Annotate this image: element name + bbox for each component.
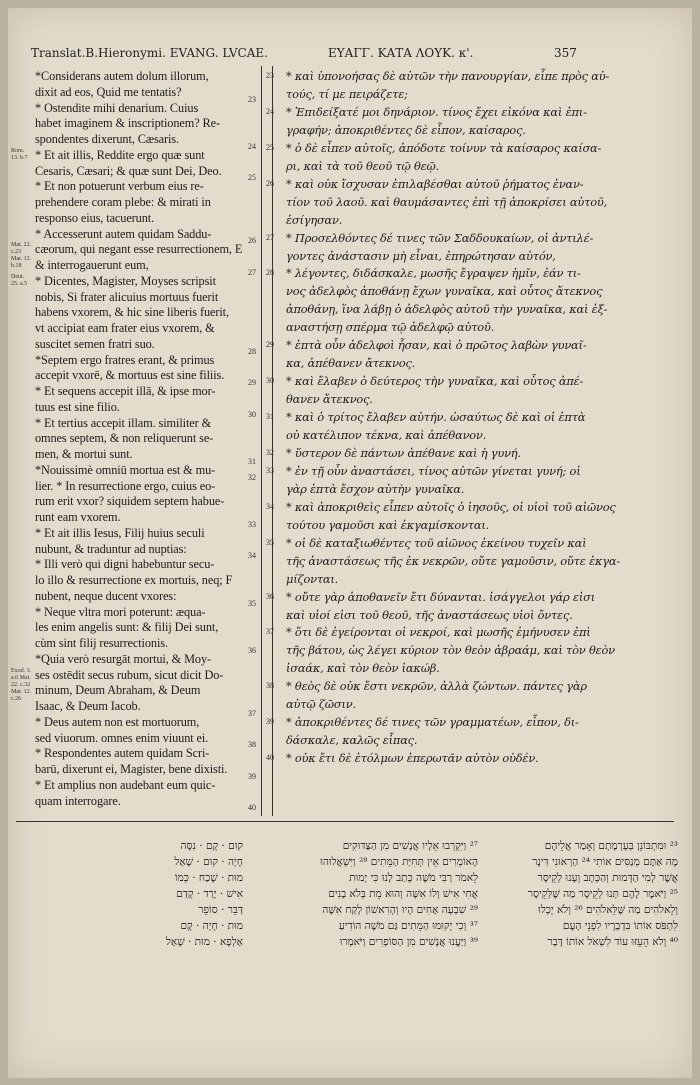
greek-verse-number: 30 bbox=[266, 376, 274, 386]
latin-line: lier. * In resurrectione ergo, cuius eo- bbox=[35, 478, 216, 493]
greek-line: θανεν ἄτεκνος. bbox=[286, 392, 373, 407]
latin-verse-number: 38 bbox=[248, 740, 256, 750]
latin-line: les enim angelis sunt: & filij Dei sunt, bbox=[35, 620, 219, 635]
hebrew-line: ³⁷ וְכִי יָקוּמוּ הַמֵּתִים גַּם מֹשֶׁה הוֹדִיעַ bbox=[338, 920, 478, 932]
hebrew-line: דַּבֵּר · סוֹפֵר bbox=[198, 904, 243, 916]
greek-line: * Ἐπιδείξατέ μοι δηνάριον. τίνος ἔχει εἰκόνα καὶ ἐπι- bbox=[286, 104, 587, 119]
greek-line: * οὐκ ἔτι δὲ ἐτόλμων ἐπερωτᾶν αὐτὸν οὐδέν. bbox=[286, 751, 539, 766]
greek-verse-number: 28 bbox=[266, 268, 274, 278]
greek-verse-number: 37 bbox=[266, 627, 274, 637]
latin-line: * Et amplius non audebant eum quic- bbox=[35, 777, 216, 792]
latin-line: vt accipiat eam frater eius vxorem, & bbox=[35, 321, 215, 335]
greek-line: * λέγοντες, διδάσκαλε, μωσῆς ἔγραψεν ἡμῖν, ἐάν τι- bbox=[286, 266, 581, 281]
hebrew-line: מוּת · שָׁכַח · כְּמוֹ bbox=[174, 872, 243, 884]
latin-verse-number: 31 bbox=[248, 456, 256, 466]
latin-line: sed viuorum. omnes enim viuunt ei. bbox=[35, 730, 209, 745]
latin-line: *Quia verò resurgāt mortui, & Moy- bbox=[35, 651, 212, 666]
greek-line: ἐσίγησαν. bbox=[286, 212, 343, 227]
greek-line: τούς, τί με πειράζετε; bbox=[286, 86, 408, 101]
greek-verse-number: 40 bbox=[266, 753, 274, 763]
latin-line: omnes septem, & non reliquerunt se- bbox=[35, 431, 214, 446]
greek-line: δάσκαλε, καλῶς εἶπας. bbox=[286, 733, 418, 748]
header-greek-title: ΕΥΑΓΓ. ΚΑΤΑ ΛΟΥΚ. κ'. bbox=[328, 46, 474, 60]
latin-line: * Et ait illis Iesus, Filij huius seculi bbox=[35, 525, 205, 540]
greek-verse-number: 38 bbox=[266, 681, 274, 691]
latin-line: *Septem ergo fratres erant, & primus bbox=[35, 352, 215, 367]
latin-line: habet imaginem & inscriptionem? Re- bbox=[35, 116, 221, 131]
greek-verse-number: 33 bbox=[266, 465, 274, 475]
latin-line: habens vxorem, & hic sine liberis fuerit, bbox=[35, 305, 229, 320]
latin-verse-number: 36 bbox=[248, 645, 256, 655]
latin-line: * Ostendite mihi denarium. Cuius bbox=[35, 100, 199, 115]
greek-line: γοντες ἀνάστασιν μὴ εἶναι, ἐπηρώτησαν αὐτόν, bbox=[286, 248, 556, 263]
greek-line: * Προσελθόντες δέ τινες τῶν Σαδδουκαίων, οἱ ἀντιλέ- bbox=[286, 230, 594, 245]
hebrew-line: ²⁵ וַיֹּאמֶר לָהֶם תְּנוּ לְקֵיסָר מַה שֶּׁלְּקֵיסָר bbox=[527, 888, 678, 900]
hebrew-line: מוּת · חָיָה · קָם bbox=[180, 920, 243, 932]
latin-line: * Et sequens accepit illā, & ipse mor- bbox=[35, 384, 216, 398]
greek-line: γὰρ ἑπτὰ ἔσχον αὐτὴν γυναῖκα. bbox=[286, 481, 465, 496]
latin-line: rum erit vxor? siquidem septem habue- bbox=[35, 494, 225, 509]
hebrew-line: הָאוֹמְרִים אֵין תְּחִיַּת הַמֵּתִים ²⁸ וַיִּשְׁאֲלוּהוּ bbox=[320, 856, 478, 868]
hebrew-line: ²³ וּמִתְבּוֹנֵן בְּעָרְמָתָם וְאָמַר אֲלֵיהֶם bbox=[544, 840, 678, 852]
greek-verse-number: 35 bbox=[266, 537, 274, 547]
greek-line: * καὶ ὁ τρίτος ἔλαβεν αὐτήν. ὡσαύτως δὲ καὶ οἱ ἑπτὰ bbox=[286, 410, 586, 425]
latin-verse-number: 33 bbox=[248, 519, 256, 529]
greek-line: * καὶ ἀποκριθεὶς εἶπεν αὐτοῖς ὁ ἰησοῦς, οἱ υἱοὶ τοῦ αἰῶνος bbox=[286, 499, 616, 514]
greek-line: * καὶ ὑπονοήσας δὲ αὐτῶν τὴν πανουργίαν, εἶπε πρὸς αὐ- bbox=[286, 69, 610, 83]
margin-reference: Mat. 22. c.23 Mar. 12. b.18 bbox=[11, 242, 32, 270]
greek-line: τῆς ἀναστάσεως τῆς ἐκ νεκρῶν, οὔτε γαμοῦσιν, οὔτε ἐκγα- bbox=[286, 553, 621, 568]
latin-line: prehendere coram plebe: & mirati in bbox=[35, 195, 211, 209]
hebrew-line: אֲשֶׁר לְמִי הַדְּמוּת וְהַכְּתָב וְעָנוּ לְקֵיסָר bbox=[537, 872, 678, 884]
latin-line: nubent, neque ducent vxores: bbox=[35, 588, 177, 603]
greek-line: * ἀποκριθέντες δέ τινες τῶν γραμματέων, εἶπον, δι- bbox=[286, 715, 579, 730]
latin-line: ses ostēdit secus rubum, sicut dicit Do- bbox=[35, 667, 224, 682]
latin-line: tuus est sine filio. bbox=[35, 399, 120, 414]
margin-reference: Exod. 3. a.6 Mat. 22. c.32 Mar. 12. c.26 bbox=[11, 667, 32, 702]
book-page bbox=[8, 8, 692, 1078]
latin-verse-number: 25 bbox=[248, 173, 256, 183]
greek-line: * ὕστερον δὲ πάντων ἀπέθανε καὶ ἡ γυνή. bbox=[286, 445, 521, 460]
hebrew-line: ³⁹ וַיַּעֲנוּ אֲנָשִׁים מִן הַסּוֹפְרִים וַיֹּאמְרוּ bbox=[339, 936, 478, 948]
latin-verse-number: 29 bbox=[248, 378, 256, 387]
hebrew-line: ⁴⁰ וְלֹא הֵעֵזּוּ עוֹד לִשְׁאֹל אוֹתוֹ דָּבָר bbox=[547, 936, 678, 948]
latin-line: dixit ad eos, Quid me tentatis? bbox=[35, 84, 182, 99]
hebrew-line: לִתְפֹּס אוֹתוֹ בִּדְבָרָיו לִפְנֵי הָעָם bbox=[562, 920, 678, 932]
latin-line: spondentes dixerunt, Cæsaris. bbox=[35, 132, 179, 146]
latin-line: & interrogauerunt eum, bbox=[35, 258, 149, 272]
latin-line: nubunt, & traduntur ad nuptias: bbox=[35, 541, 187, 556]
latin-verse-number: 28 bbox=[248, 346, 256, 356]
latin-line: minum, Deum Abraham, & Deum bbox=[35, 683, 201, 698]
greek-line: αναστήσῃ σπέρμα τῷ ἀδελφῷ αὐτοῦ. bbox=[286, 320, 495, 335]
latin-line: lo illo & resurrectione ex mortuis, neq; F bbox=[35, 573, 233, 587]
greek-verse-number: 27 bbox=[266, 232, 274, 242]
hebrew-section-rule bbox=[16, 821, 674, 822]
greek-line: τίον τοῦ λαοῦ. καὶ θαυμάσαντες ἐπὶ τῇ ἀποκρίσει αὐτοῦ, bbox=[286, 194, 608, 209]
greek-line: * θεὸς δὲ οὐκ ἔστι νεκρῶν, ἀλλὰ ζώντων. πάντες γὰρ bbox=[286, 679, 587, 694]
greek-line: γραφήν; ἀποκριθέντες δὲ εἶπον, καίσαρος. bbox=[286, 122, 526, 137]
latin-line: * Deus autem non est mortuorum, bbox=[35, 714, 200, 729]
greek-line: ἰσαάκ, καὶ τὸν θεὸν ἰακώβ. bbox=[286, 661, 440, 676]
latin-line: Isaac, & Deum Iacob. bbox=[35, 699, 141, 713]
latin-verse-number: 35 bbox=[248, 598, 256, 608]
latin-verse-number: 34 bbox=[248, 551, 256, 561]
latin-line: barū, dixerunt ei, Magister, bene dixisti. bbox=[35, 762, 228, 776]
hebrew-line: וְלֵאלֹהִים מַה שֶּׁלֵּאלֹהִים ²⁶ וְלֹא יָכְלוּ bbox=[538, 904, 678, 916]
latin-line: * Respondentes autem quidam Scri- bbox=[35, 746, 210, 761]
latin-line: accepit vxorē, & mortuus est sine filiis. bbox=[35, 368, 225, 383]
latin-line: nobis, Si frater alicuius mortuus fuerit bbox=[35, 289, 219, 304]
greek-verse-number: 26 bbox=[266, 178, 274, 188]
hebrew-line: אֲחִי אִישׁ וְלוֹ אִשָּׁה וְהוּא מֵת בְּלֹא בָנִים bbox=[328, 888, 478, 900]
latin-line: Cesaris, Cæsari; & quæ sunt Dei, Deo. bbox=[35, 163, 222, 178]
latin-verse-number: 40 bbox=[248, 803, 256, 813]
greek-line: καὶ υἱοί εἰσι τοῦ θεοῦ, τῆς ἀναστάσεως υἱοὶ ὄντες. bbox=[286, 607, 573, 622]
latin-line: * Illi verò qui digni habebuntur secu- bbox=[35, 557, 215, 572]
greek-line: ρι, καὶ τὰ τοῦ θεοῦ τῷ θεῷ. bbox=[286, 158, 440, 173]
latin-line: *Considerans autem dolum illorum, bbox=[35, 69, 209, 83]
latin-line: * Et tertius accepit illam. similiter & bbox=[35, 415, 212, 430]
latin-verse-number: 30 bbox=[248, 409, 256, 419]
latin-line: * Accesserunt autem quidam Saddu- bbox=[35, 226, 212, 241]
hebrew-line: לֵאמֹר רַבִּי מֹשֶׁה כָּתַב לָנוּ כִּי יָמוּת bbox=[349, 872, 478, 884]
latin-line: * Dicentes, Magister, Moyses scripsit bbox=[35, 273, 216, 288]
page-header bbox=[8, 46, 692, 66]
margin-reference: Deut. 25. a.5 bbox=[11, 273, 28, 287]
greek-line: τούτου γαμοῦσι καὶ ἐκγαμίσκονται. bbox=[286, 517, 490, 532]
latin-line: * Neque vltra mori poterunt: æqua- bbox=[35, 604, 206, 619]
latin-line: men, & mortui sunt. bbox=[35, 447, 133, 461]
margin-reference: Rom. 13. b.7 bbox=[11, 147, 28, 161]
latin-line: * Et ait illis, Reddite ergo quæ sunt bbox=[35, 147, 205, 162]
greek-line: νος ἀδελφὸς ἀποθάνῃ ἔχων γυναῖκα, καὶ οὗτος ἄτεκνος bbox=[286, 284, 603, 299]
latin-line: * Et non potuerunt verbum eius re- bbox=[35, 179, 204, 194]
hebrew-line: אִישׁ · יָרַד · קָדַם bbox=[176, 888, 243, 900]
greek-line: * ὁ δὲ εἶπεν αὐτοῖς, ἀπόδοτε τοίνυν τὰ καίσαρος καίσα- bbox=[286, 140, 602, 155]
greek-line: * καὶ οὐκ ἴσχυσαν ἐπιλαβέσθαι αὐτοῦ ῥήματος ἐναν- bbox=[286, 176, 584, 191]
greek-line: * ἑπτὰ οὖν ἀδελφοὶ ἦσαν, καὶ ὁ πρῶτος λαβὼν γυναῖ- bbox=[286, 338, 587, 353]
hebrew-line: ²⁹ שִׁבְעָה אַחִים הָיוּ וְהָרִאשׁוֹן לָקַח אִשָּׁה bbox=[322, 904, 478, 916]
column-rule-left bbox=[261, 66, 262, 816]
greek-line: * ἐν τῇ οὖν ἀναστάσει, τίνος αὐτῶν γίνεται γυνή; οἱ bbox=[286, 463, 581, 478]
latin-verse-number: 27 bbox=[248, 267, 256, 277]
latin-verse-number: 39 bbox=[248, 771, 256, 781]
latin-line: suscitet semen fratri suo. bbox=[35, 336, 155, 351]
greek-verse-number: 24 bbox=[266, 106, 274, 116]
hebrew-line: אַלְפָא · מוּת · שָׁאַל bbox=[165, 936, 243, 948]
hebrew-line: ²⁷ וַיִּקְרְבוּ אֵלָיו אֲנָשִׁים מִן הַצַּדּוּקִים bbox=[342, 840, 478, 852]
latin-line: cæorum, qui negant esse resurrectionem, E bbox=[35, 242, 243, 257]
greek-line: ἀποθάνῃ, ἵνα λάβῃ ὁ ἀδελφὸς αὐτοῦ τὴν γυναῖκα, καὶ ἐξ- bbox=[286, 302, 608, 317]
greek-verse-number: 29 bbox=[266, 340, 274, 350]
hebrew-line: חָיָה · קוּם · שָׁאַל bbox=[174, 856, 243, 868]
greek-verse-number: 31 bbox=[266, 412, 274, 422]
greek-verse-number: 34 bbox=[266, 501, 274, 511]
hebrew-line: קוּם · קָם · נִסָּה bbox=[180, 840, 243, 852]
hebrew-line: מָה אַתֶּם מְנַסִּים אוֹתִי ²⁴ הַרְאוּנִי דִּינָר bbox=[532, 856, 678, 868]
latin-verse-number: 32 bbox=[248, 472, 256, 482]
latin-line: quam interrogare. bbox=[35, 793, 121, 808]
greek-line: μίζονται. bbox=[286, 571, 339, 586]
latin-line: cùm sint filij resurrectionis. bbox=[35, 636, 168, 650]
latin-verse-number: 23 bbox=[248, 94, 256, 104]
latin-line: *Nouissimè omniū mortua est & mu- bbox=[35, 462, 216, 477]
latin-verse-number: 37 bbox=[248, 708, 256, 718]
greek-verse-number: 39 bbox=[266, 717, 274, 727]
greek-line: αὐτῷ ζῶσιν. bbox=[286, 697, 356, 712]
greek-verse-number: 25 bbox=[266, 142, 274, 152]
latin-line: runt eam vxorem. bbox=[35, 510, 121, 524]
greek-line: * καὶ ἔλαβεν ὁ δεύτερος τὴν γυναῖκα, καὶ οὗτος ἀπέ- bbox=[286, 374, 584, 389]
greek-line: * οἱ δὲ καταξιωθέντες τοῦ αἰῶνος ἐκείνου τυχεῖν καὶ bbox=[286, 535, 587, 550]
latin-line: responso eius, tacuerunt. bbox=[35, 210, 155, 225]
latin-verse-number: 26 bbox=[248, 236, 256, 246]
header-left-title: Translat.B.Hieronymi. EVANG. LVCAE. bbox=[31, 46, 268, 60]
greek-line: τῆς βάτου, ὡς λέγει κύριον τὸν θεὸν ἀβραάμ, καὶ τὸν θεὸν bbox=[286, 643, 615, 658]
greek-line: * οὔτε γὰρ ἀποθανεῖν ἔτι δύνανται. ἰσάγγελοι γάρ εἰσι bbox=[286, 589, 595, 604]
greek-verse-number: 23 bbox=[266, 71, 274, 80]
latin-verse-number: 24 bbox=[248, 141, 256, 151]
greek-verse-number: 36 bbox=[266, 591, 274, 601]
greek-line: κα, ἀπέθανεν ἄτεκνος. bbox=[286, 356, 415, 371]
greek-verse-number: 32 bbox=[266, 447, 274, 457]
greek-line: * ὅτι δὲ ἐγείρονται οἱ νεκροί, καὶ μωσῆς ἐμήνυσεν ἐπὶ bbox=[286, 625, 591, 640]
page-number: 357 bbox=[554, 46, 577, 60]
greek-line: οὐ κατέλιπον τέκνα, καὶ ἀπέθανον. bbox=[286, 428, 487, 442]
